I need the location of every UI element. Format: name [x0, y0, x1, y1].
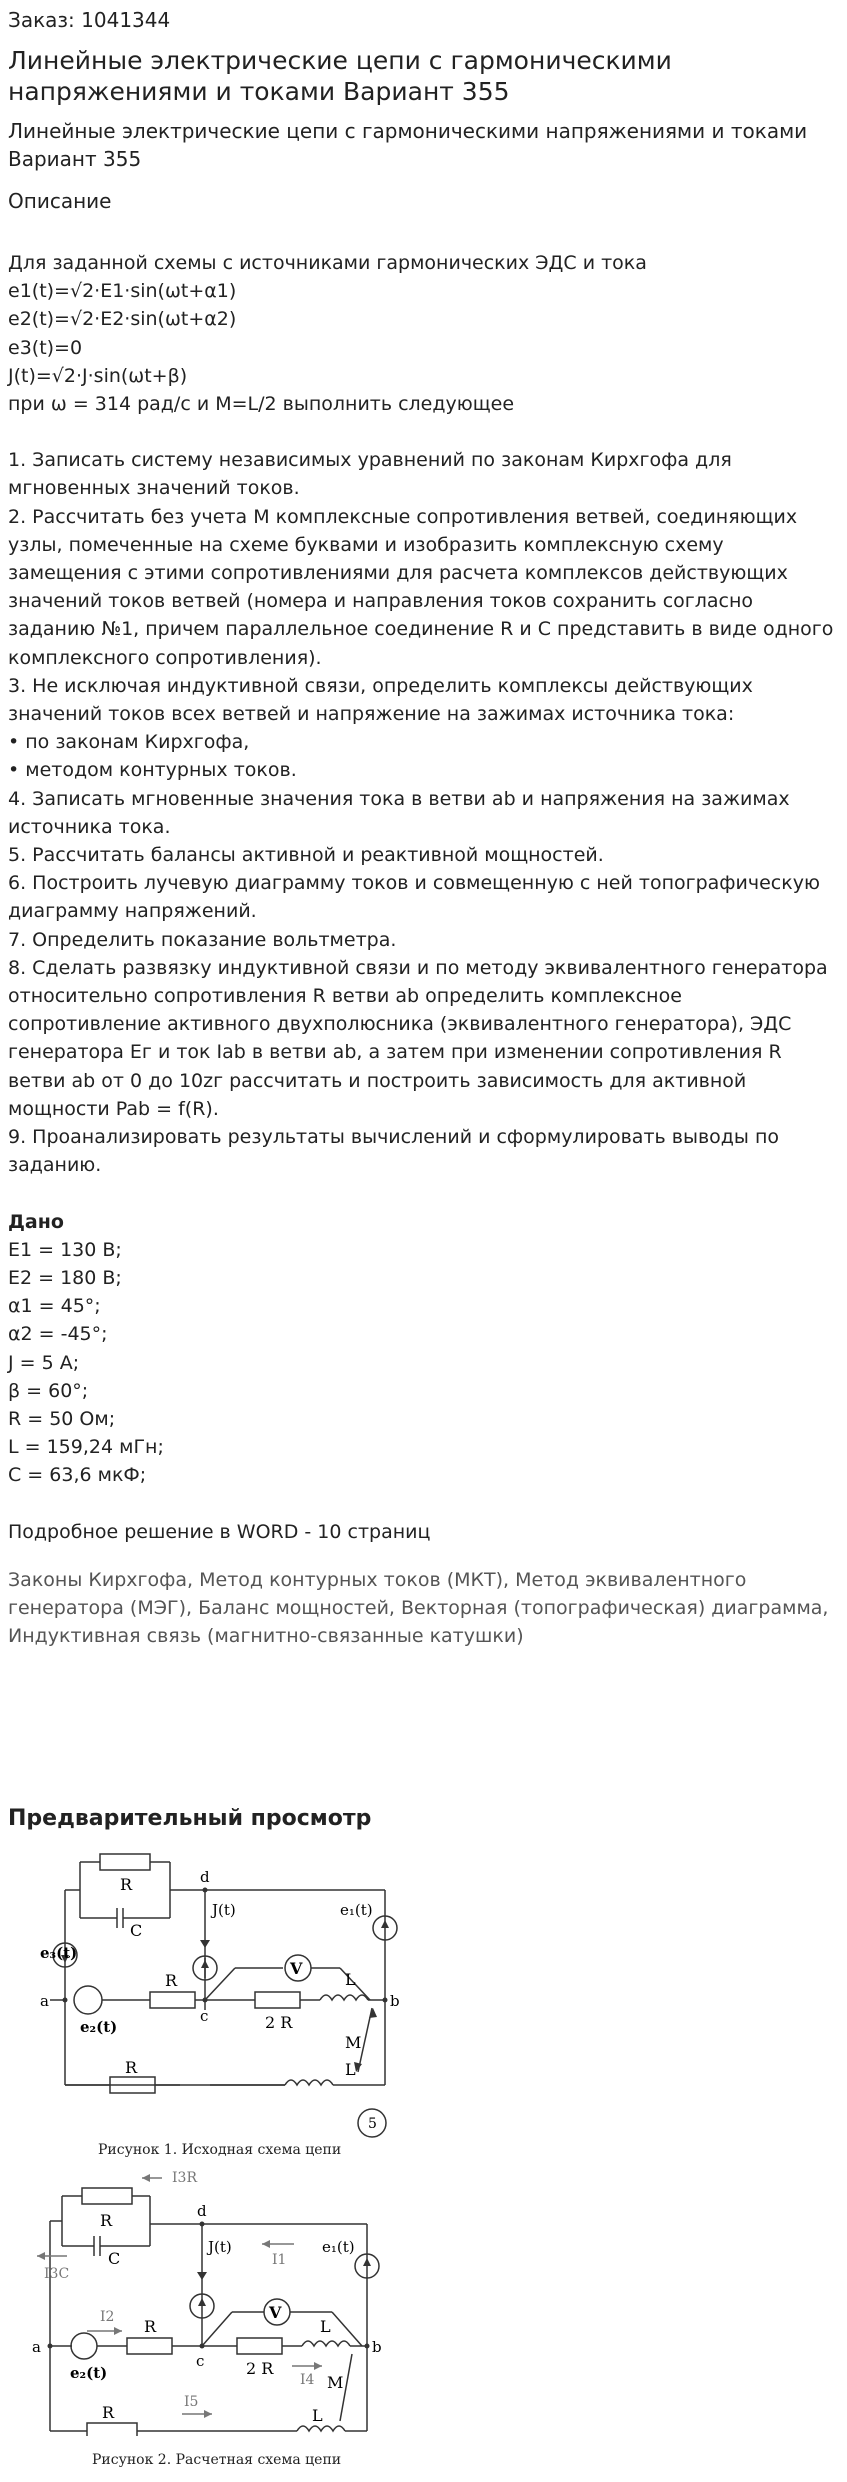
fig2-label: C: [108, 2249, 121, 2268]
task-item: 6. Построить лучевую диаграмму токов и совмещенную с ней топографическую диаграмму напряжений.: [8, 872, 820, 923]
fig1-label: R: [165, 1971, 178, 1990]
given-heading: Дано: [8, 1210, 64, 1233]
intro-text: Для заданной схемы с источниками гармонических ЭДС и тока: [8, 252, 647, 274]
fig2-label: a: [32, 2338, 41, 2356]
fig2-label: I1: [272, 2252, 287, 2268]
fig1-label: a: [40, 1992, 49, 2010]
fig1-label: 2 R: [265, 2013, 293, 2032]
fig2-label: R: [144, 2317, 157, 2336]
circuit-diagram-original: [40, 1840, 420, 2140]
task-item: 4. Записать мгновенные значения тока в ветви ab и напряжения на зажимах источника тока.: [8, 787, 790, 838]
fig2-label: d: [197, 2202, 207, 2220]
tag-link[interactable]: Баланс мощностей: [198, 1597, 389, 1620]
document-page: [8, 0, 838, 1651]
solution-note: Подробное решение в WORD - 10 страниц: [8, 1520, 431, 1543]
fig1-caption: Рисунок 1. Исходная схема цепи: [98, 2142, 342, 2158]
fig1-label: e₃(t): [40, 1944, 78, 1962]
equation-line: при ω = 314 рад/с и M=L/2 выполнить следующее: [8, 393, 515, 416]
fig2-label: e₂(t): [70, 2364, 108, 2382]
equation-line: J(t)=√2·J·sin(ωt+β): [8, 364, 188, 387]
given-value: J = 5 А;: [8, 1351, 80, 1374]
description-body: [8, 249, 838, 1546]
task-item: 7. Определить показание вольтметра.: [8, 928, 397, 951]
fig2-label: L: [320, 2317, 331, 2336]
fig2-label: V: [269, 2303, 282, 2322]
fig2-label: R: [102, 2403, 115, 2422]
tag-separator: ,: [388, 1597, 402, 1620]
page-subtitle: Линейные электрические цепи с гармоническими напряжениями и токами Вариант 355: [8, 119, 808, 171]
given-value: E1 = 130 В;: [8, 1238, 122, 1261]
task-item: 3. Не исключая индуктивной связи, определить комплексы действующих значений токов всех ветвей и напряжение на зажимах источника тока:: [8, 674, 753, 726]
given-value: R = 50 Ом;: [8, 1407, 116, 1430]
fig1-badge: 5: [368, 2116, 377, 2132]
fig2-label: I2: [100, 2309, 115, 2325]
fig2-label: e₁(t): [322, 2238, 355, 2256]
task-item: 9. Проанализировать результаты вычислений и сформулировать выводы по заданию.: [8, 1126, 780, 1177]
fig1-label: b: [390, 1992, 400, 2010]
fig1-label: c: [200, 2007, 209, 2025]
equation-line: e2(t)=√2·E2·sin(ωt+α2): [8, 308, 237, 331]
fig1-label: d: [200, 1868, 210, 1886]
fig1-label: L: [345, 1970, 356, 1989]
fig2-label: I3C: [44, 2266, 70, 2282]
given-value: α1 = 45°;: [8, 1295, 101, 1318]
fig1-label: M: [345, 2033, 362, 2052]
fig2-label: R: [100, 2211, 113, 2230]
equation-line: e1(t)=√2·E1·sin(ωt+α1): [8, 280, 237, 303]
circuit-diagram-calculated: [32, 2166, 412, 2436]
fig1-label: R: [120, 1875, 133, 1894]
task-item: 5. Рассчитать балансы активной и реактивной мощностей.: [8, 844, 604, 867]
fig1-label: e₂(t): [80, 2018, 118, 2036]
fig2-label: I3R: [172, 2170, 197, 2186]
tag-link[interactable]: Векторная (топографическая) диаграмма: [401, 1597, 823, 1620]
tag-separator: ,: [822, 1597, 829, 1620]
given-value: C = 63,6 мкФ;: [8, 1464, 147, 1487]
task-item: 1. Записать систему независимых уравнений по законам Кирхгофа для мгновенных значений токов.: [8, 449, 732, 500]
fig2-label: M: [327, 2373, 344, 2392]
preview-heading: Предварительный просмотр: [8, 1806, 372, 1831]
tag-link[interactable]: Индуктивная связь (магнитно-связанные катушки): [8, 1625, 524, 1648]
fig2-caption: Рисунок 2. Расчетная схема цепи: [92, 2452, 342, 2468]
given-value: L = 159,24 мГн;: [8, 1436, 164, 1459]
fig1-label: e₁(t): [340, 1901, 373, 1919]
tag-link[interactable]: Законы Кирхгофа: [8, 1568, 188, 1591]
fig2-label: c: [196, 2352, 205, 2370]
tag-link[interactable]: Метод контурных токов (МКТ): [199, 1568, 504, 1591]
task-item: • методом контурных токов.: [8, 759, 297, 782]
fig2-label: I4: [300, 2372, 315, 2388]
task-item: 8. Сделать развязку индуктивной связи и по методу эквивалентного генератора относительно сопротивления R ветви ab определить комплексное сопротивление активного двухполюсника (эквивалентного генератора), ЭДС генератора Eг и ток Iab в ветви ab, а затем при изменении сопротивления R ветви ab от 0 до 10zг рассчитать и построить зависимость для активной мощности Pab = f(R).: [8, 956, 828, 1120]
fig1-label: V: [290, 1959, 303, 1978]
fig2-label: b: [372, 2338, 382, 2356]
given-value: α2 = -45°;: [8, 1323, 108, 1346]
fig2-label: I5: [184, 2394, 199, 2410]
fig1-label: J(t): [212, 1901, 236, 1919]
equation-line: e3(t)=0: [8, 336, 83, 359]
tag-separator: ,: [187, 1568, 200, 1591]
order-number: Заказ: 1041344: [8, 8, 171, 32]
page-title: Линейные электрические цепи с гармоническими напряжениями и токами Вариант 355: [8, 46, 672, 106]
task-item: 2. Рассчитать без учета M комплексные сопротивления ветвей, соединяющих узлы, помеченные на схеме буквами и изобразить комплексную схему замещения с этими сопротивлениями для расчета комплексов действующих значений токов ветвей (номера и направления токов сохранить согласно заданию №1, причем параллельное соединение R и C представить в виде одного комплексного сопротивления).: [8, 505, 834, 669]
task-item: • по законам Кирхгофа,: [8, 731, 250, 754]
fig2-label: 2 R: [246, 2359, 274, 2378]
fig1-label: C: [130, 1921, 143, 1940]
fig1-label: L: [345, 2060, 356, 2079]
tag-link[interactable]: Метод эквивалентного генератора (МЭГ): [8, 1568, 747, 1620]
tag-list: [8, 1566, 838, 1651]
given-value: E2 = 180 В;: [8, 1266, 122, 1289]
given-value: β = 60°;: [8, 1379, 89, 1402]
description-heading: Описание: [8, 189, 112, 213]
fig2-label: J(t): [208, 2238, 232, 2256]
tag-separator: ,: [186, 1597, 199, 1620]
fig1-label: R: [125, 2058, 138, 2077]
tag-separator: ,: [503, 1568, 516, 1591]
fig2-label: L: [312, 2406, 323, 2425]
